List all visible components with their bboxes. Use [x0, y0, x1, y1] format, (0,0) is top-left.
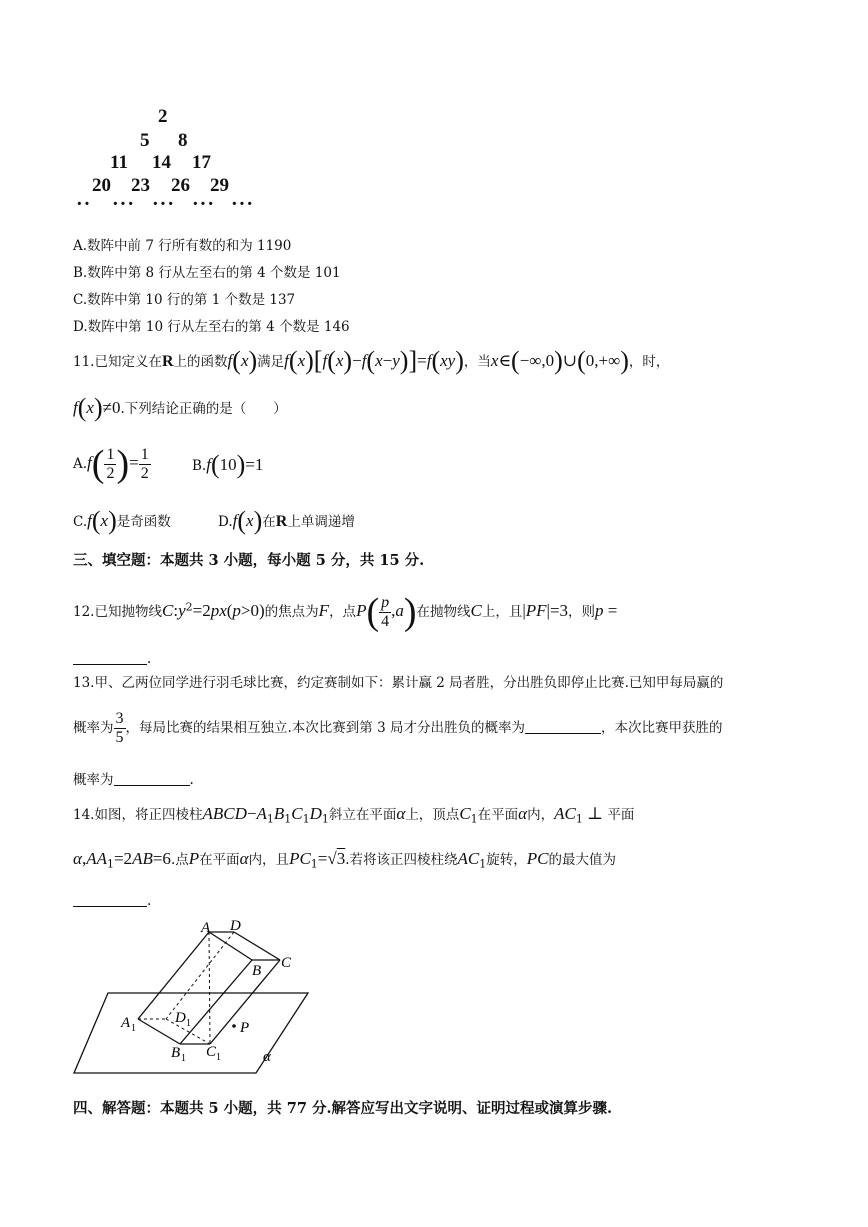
triangle-cell: 2 [158, 106, 168, 127]
label-p: P [240, 1020, 250, 1036]
q13-line-1: 13.甲、乙两位同学进行羽毛球比赛，约定赛制如下：累计赢 2 局者胜，分出胜负即停止比赛.已知甲每局赢的 [73, 675, 724, 691]
triangle-dots: ··· [231, 193, 255, 215]
q14-answer-blank[interactable]: . [73, 892, 151, 910]
label-c1: C [206, 1044, 217, 1060]
label-a1: A [121, 1015, 131, 1031]
q13-line-2: 概率为 $\frac{3}{5}$ ，每局比赛的结果相互独立.本次比赛到第 3 局才分出胜负的概率为 ，本次比赛甲获胜的 [73, 710, 723, 746]
label-a: A [201, 920, 211, 936]
q14-line-2: $\alpha,AA_1=2AB=6$.点P在平面α内，且$PC_1=√3$.若将该正四棱柱绕$AC_1$旋转，PC的最大值为 [73, 849, 616, 871]
q10-option-a: A.数阵中前 7 行所有数的和为 1190 [73, 238, 292, 254]
label-b: B [252, 963, 262, 979]
triangle-cell: 29 [210, 175, 229, 196]
triangle-dots: ··· [192, 193, 216, 215]
label-c1-sub: 1 [216, 1052, 221, 1063]
q11-option-a: A.f( $\frac{1}{2}$ )= $\frac{1}{2}$ [73, 443, 149, 485]
q11-option-b: B.f(10)=1 [192, 450, 264, 479]
q13-blank-2[interactable] [114, 771, 190, 786]
triangle-cell: 8 [178, 130, 188, 151]
point-p [232, 1024, 236, 1028]
q10-option-b: B.数阵中第 8 行从左至右的第 4 个数是 101 [73, 265, 341, 281]
triangle-cell: 20 [92, 175, 111, 196]
section-4-heading: 四、解答题：本题共 5 小题，共 77 分.解答应写出文字说明、证明过程或演算步骤. [73, 1100, 613, 1117]
label-a1-sub: 1 [131, 1023, 136, 1034]
q10-option-c: C.数阵中第 10 行的第 1 个数是 137 [73, 292, 296, 308]
prism-figure [70, 918, 320, 1078]
q13-line-3: 概率为 . [73, 772, 194, 788]
q11-condition: f(x)≠0.下列结论正确的是（ ） [73, 393, 287, 422]
label-d1-sub: 1 [186, 1018, 191, 1029]
triangle-cell: 14 [152, 152, 171, 173]
label-b1: B [171, 1045, 181, 1061]
section-3-heading: 三、填空题：本题共 3 小题，每小题 5 分，共 15 分. [73, 552, 425, 569]
label-b1-sub: 1 [181, 1053, 186, 1064]
triangle-cell: 17 [192, 152, 211, 173]
plane-alpha [74, 993, 308, 1073]
q11-option-d: D.f(x)在R上单调递增 [218, 506, 355, 535]
triangle-cell: 23 [131, 175, 150, 196]
triangle-cell: 26 [171, 175, 190, 196]
q14-line-1: 14.如图，将正四棱柱$ABCD-A_1B_1C_1D_1$斜立在平面α上，顶点$C_1$在平面α内，$AC_1$ ⊥ 平面 [73, 804, 635, 826]
label-d: D [230, 918, 241, 934]
triangle-dots: ··· [152, 193, 176, 215]
label-d1: D [175, 1010, 186, 1026]
triangle-cell: 5 [140, 130, 150, 151]
q10-option-d: D.数阵中第 10 行从左至右的第 4 个数是 146 [73, 319, 350, 335]
label-c: C [281, 955, 292, 971]
q11-option-c: C.f(x)是奇函数 [73, 506, 171, 535]
q12-answer-blank[interactable]: . [73, 650, 151, 668]
q13-blank-1[interactable] [525, 719, 601, 734]
triangle-dots: ··· [112, 193, 136, 215]
label-alpha: α [263, 1049, 271, 1065]
triangle-cell: 11 [110, 152, 128, 173]
q11-stem: 11.已知定义在R上的函数f(x)满足f(x)[f(x)−f(x−y)]=f(xy)，当x∈(−∞,0)∪(0,+∞)，时， [73, 346, 670, 375]
q12-stem: 12.已知抛物线$C:y^2=2px(p>0)$的焦点为F，点P( $\frac{p}{4}$ ,a)在抛物线C上，且|PF|=3，则p = [73, 591, 618, 633]
triangle-dots: ·· [76, 193, 92, 215]
